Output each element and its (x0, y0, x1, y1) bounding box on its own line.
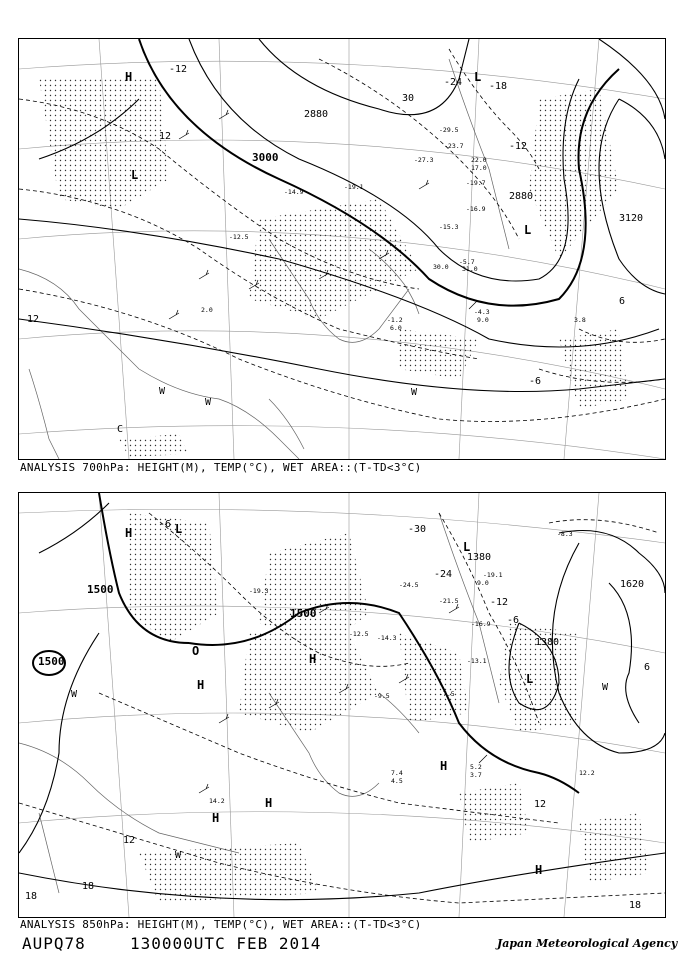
temp-label: -6 (159, 519, 172, 530)
temp-label: -6 (507, 615, 520, 626)
temp-label: 12 (159, 131, 172, 142)
low-pressure-center: L (463, 540, 471, 554)
temp-label: -18 (489, 81, 508, 92)
temp-label: 18 (25, 891, 38, 902)
station-plot: 9.0 (477, 316, 489, 324)
agency-name: Japan Meteorological Agency (497, 937, 678, 950)
station-plot: -19.7 (466, 179, 486, 187)
temp-label: -12 (509, 141, 528, 152)
station-plot: -21.5 (439, 597, 459, 605)
warm-center: W (205, 397, 212, 408)
warm-center: W (71, 689, 78, 700)
low-pressure-center: L (526, 672, 534, 686)
station-plot: 9.0 (477, 579, 489, 587)
high-pressure-center: H (440, 759, 448, 773)
station-plot: -7.5 (439, 690, 455, 698)
station-plot: -16.9 (471, 620, 491, 628)
station-plot: 3.7 (470, 771, 482, 779)
station-plot: -23.7 (444, 142, 464, 150)
station-plot: -14.9 (284, 188, 304, 196)
height-label: 1380 (535, 637, 560, 648)
low-pressure-center: L (524, 223, 532, 237)
temp-label: 30 (402, 93, 415, 104)
high-pressure-center: H (535, 863, 543, 877)
valid-time: 130000UTC FEB 2014 (130, 934, 322, 953)
height-label: 1500 (87, 583, 114, 596)
station-plot: 22.0 (471, 156, 487, 164)
station-plot: -27.3 (414, 156, 434, 164)
station-plot: -4.3 (474, 308, 490, 316)
station-plot: -19.1 (344, 183, 364, 191)
station-plot: -5.7 (459, 258, 475, 266)
station-plot: 6.0 (390, 324, 402, 332)
station-plot: -9.5 (374, 692, 390, 700)
height-label: 1500 (38, 655, 65, 668)
height-label: 2880 (509, 191, 534, 202)
temp-label: -24 (434, 569, 453, 580)
station-plot: -13.1 (467, 657, 487, 665)
station-plot: -24.5 (399, 581, 419, 589)
chart-caption-850hpa: ANALYSIS 850hPa: HEIGHT(M), TEMP(°C), WET AREA::(T-TD<3°C) (20, 918, 422, 931)
station-plot: -15.3 (439, 223, 459, 231)
temp-label: -12 (490, 597, 509, 608)
temp-label: 12 (27, 314, 40, 325)
cold-center: C (117, 424, 124, 435)
low-pressure-center: L (175, 522, 183, 536)
chart-700hpa (18, 38, 666, 460)
height-label: 1380 (467, 552, 492, 563)
temp-label: -6 (529, 376, 542, 387)
height-label: 1500 (290, 607, 317, 620)
high-pressure-center: H (309, 652, 317, 666)
high-pressure-center: H (125, 526, 133, 540)
station-plot: 14.2 (209, 797, 225, 805)
height-label: 1620 (620, 579, 645, 590)
station-plot: -29.5 (439, 126, 459, 134)
chart-850hpa (18, 492, 666, 918)
height-label: 3000 (252, 151, 279, 164)
station-plot: 4.5 (391, 777, 403, 785)
temp-label: 12 (123, 835, 136, 846)
height-label: 2880 (304, 109, 329, 120)
low-pressure-center: L (131, 168, 139, 182)
height-label: 3120 (619, 213, 644, 224)
station-plot: 31.0 (462, 265, 478, 273)
center-marker: O (192, 644, 200, 658)
temp-label: -24 (444, 77, 463, 88)
station-plot: -19.3 (249, 587, 269, 595)
low-pressure-center: L (474, 70, 482, 84)
warm-center: W (411, 387, 418, 398)
station-plot: -12.5 (349, 630, 369, 638)
high-pressure-center: H (197, 678, 205, 692)
warm-center: W (159, 386, 166, 397)
chart-code: AUPQ78 (22, 934, 86, 953)
wet-area (129, 513, 649, 903)
warm-center: W (175, 850, 182, 861)
temp-label: 6 (619, 296, 626, 307)
station-plot: -14.3 (377, 634, 397, 642)
temp-label: -12 (169, 64, 188, 75)
temp-label: 12 (534, 799, 547, 810)
station-plot: -12.5 (229, 233, 249, 241)
temp-label: 6 (644, 662, 651, 673)
station-plot: 5.2 (470, 763, 482, 771)
warm-center: W (602, 682, 609, 693)
high-pressure-center: H (265, 796, 273, 810)
station-plot: -19.1 (483, 571, 503, 579)
station-plot: 3.8 (574, 316, 586, 324)
temp-label: 18 (629, 900, 642, 911)
station-plot: 2.0 (201, 306, 213, 314)
temp-label: -30 (408, 524, 427, 535)
map-700hpa (19, 39, 665, 459)
station-plot: 17.0 (471, 164, 487, 172)
wet-area (39, 79, 629, 457)
chart-caption-700hpa: ANALYSIS 700hPa: HEIGHT(M), TEMP(°C), WET AREA::(T-TD<3°C) (20, 461, 422, 474)
station-plot: -16.9 (466, 205, 486, 213)
station-plot: -8.3 (557, 530, 573, 538)
station-plot: 30.0 (433, 263, 449, 271)
high-pressure-center: H (125, 70, 133, 84)
temp-label: 18 (82, 881, 95, 892)
station-plot: -1.2 (387, 316, 403, 324)
map-850hpa (19, 493, 665, 917)
station-plot: 7.4 (391, 769, 403, 777)
station-plot: 12.2 (579, 769, 595, 777)
high-pressure-center: H (212, 811, 220, 825)
